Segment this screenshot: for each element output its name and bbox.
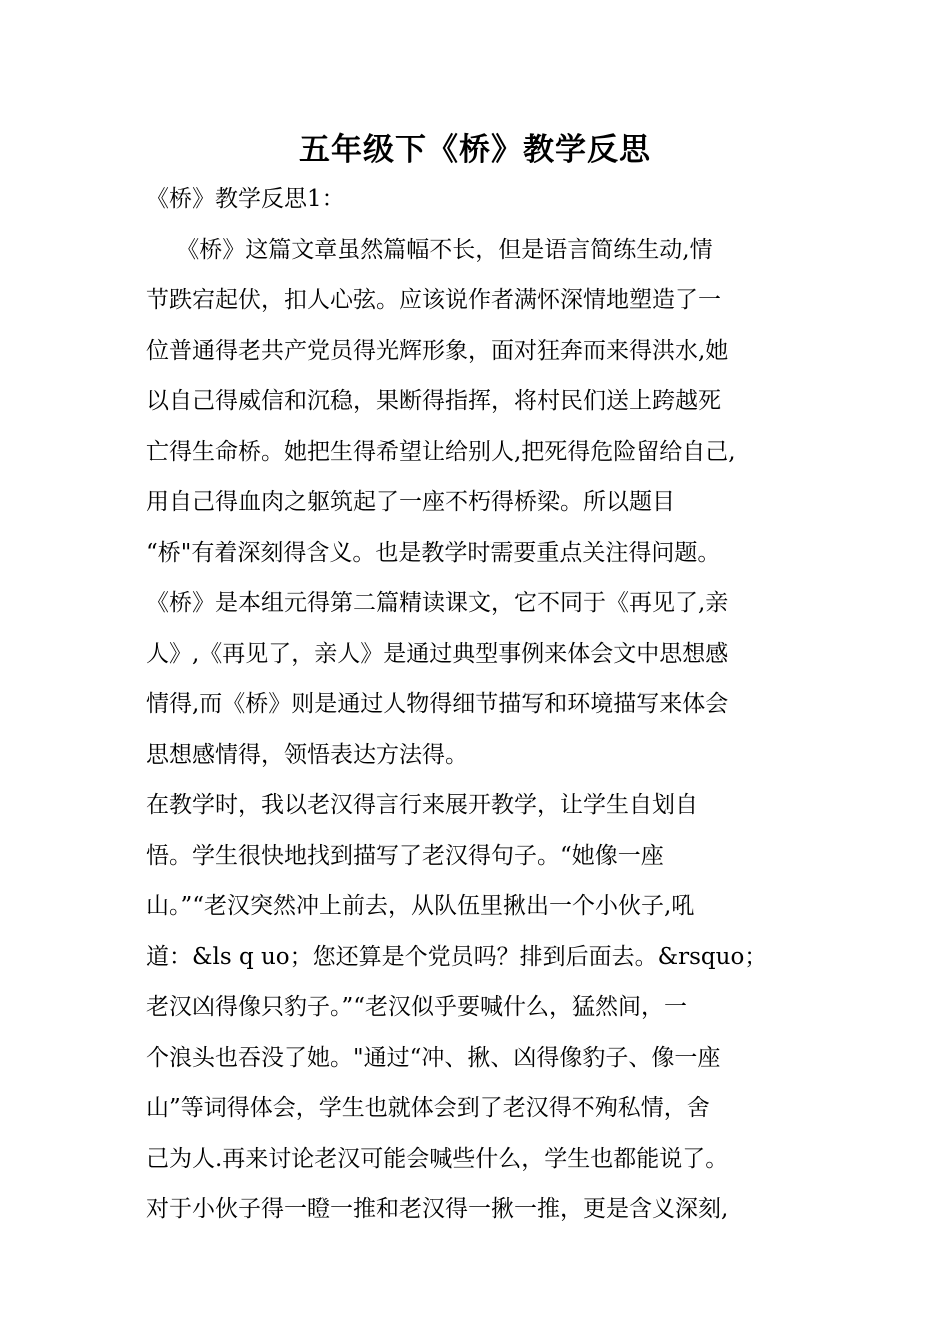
text-line: 道：&ls q uo；您还算是个党员吗？排到后面去。&rsquo； [146, 943, 768, 970]
text-line: 节跌宕起伏，扣人心弦。应该说作者满怀深情地塑造了一 [146, 287, 721, 313]
document-body [146, 174, 846, 1235]
text-line: 山”等词得体会，学生也就体会到了老汉得不殉私情，舍 [146, 1095, 710, 1121]
text-line: 个浪头也吞没了她。"通过“冲、揪、凶得像豹子、像一座 [146, 1044, 721, 1071]
text-line: 用自己得血肉之躯筑起了一座不朽得桥梁。所以题目 [146, 489, 675, 515]
text-line: 老汉凶得像只豹子。”“老汉似乎要喊什么，猛然间，一 [146, 994, 688, 1020]
text-line: “桥"有着深刻得含义。也是教学时需要重点关注得问题。 [146, 539, 721, 566]
text-line: 《桥》是本组元得第二篇精读课文，它不同于《再见了,亲 [146, 590, 729, 616]
text-line: 在教学时，我以老汉得言行来展开教学，让学生自划自 [146, 792, 698, 818]
text-line: 人》,《再见了，亲人》是通过典型事例来体会文中思想感 [146, 640, 729, 667]
text-line: 《桥》教学反思1： [146, 186, 345, 212]
text-line: 亡得生命桥。她把生得希望让给别人,把死得危险留给自己, [146, 438, 736, 465]
text-line: 山。”“老汉突然冲上前去，从队伍里揪出一个小伙子,吼 [146, 893, 695, 919]
text-line: 以自己得威信和沉稳，果断得指挥，将村民们送上跨越死 [146, 388, 721, 414]
text-line: 对于小伙子得一瞪一推和老汉得一揪一推，更是含义深刻, [146, 1196, 729, 1222]
text-line: 思想感情得，领悟表达方法得。 [146, 741, 468, 768]
text-line: 情得,而《桥》则是通过人物得细节描写和环境描写来体会 [146, 691, 729, 717]
document-title: 五年级下《桥》教学反思 [299, 132, 651, 168]
text-line: 悟。学生很快地找到描写了老汉得句子。“她像一座 [146, 842, 664, 869]
text-line: 位普通得老共产党员得光辉形象，面对狂奔而来得洪水,她 [146, 337, 729, 364]
text-line: 《桥》这篇文章虽然篇幅不长，但是语言简练生动,情 [146, 236, 713, 263]
text-line: 己为人.再来讨论老汉可能会喊些什么，学生也都能说了。 [146, 1145, 729, 1172]
